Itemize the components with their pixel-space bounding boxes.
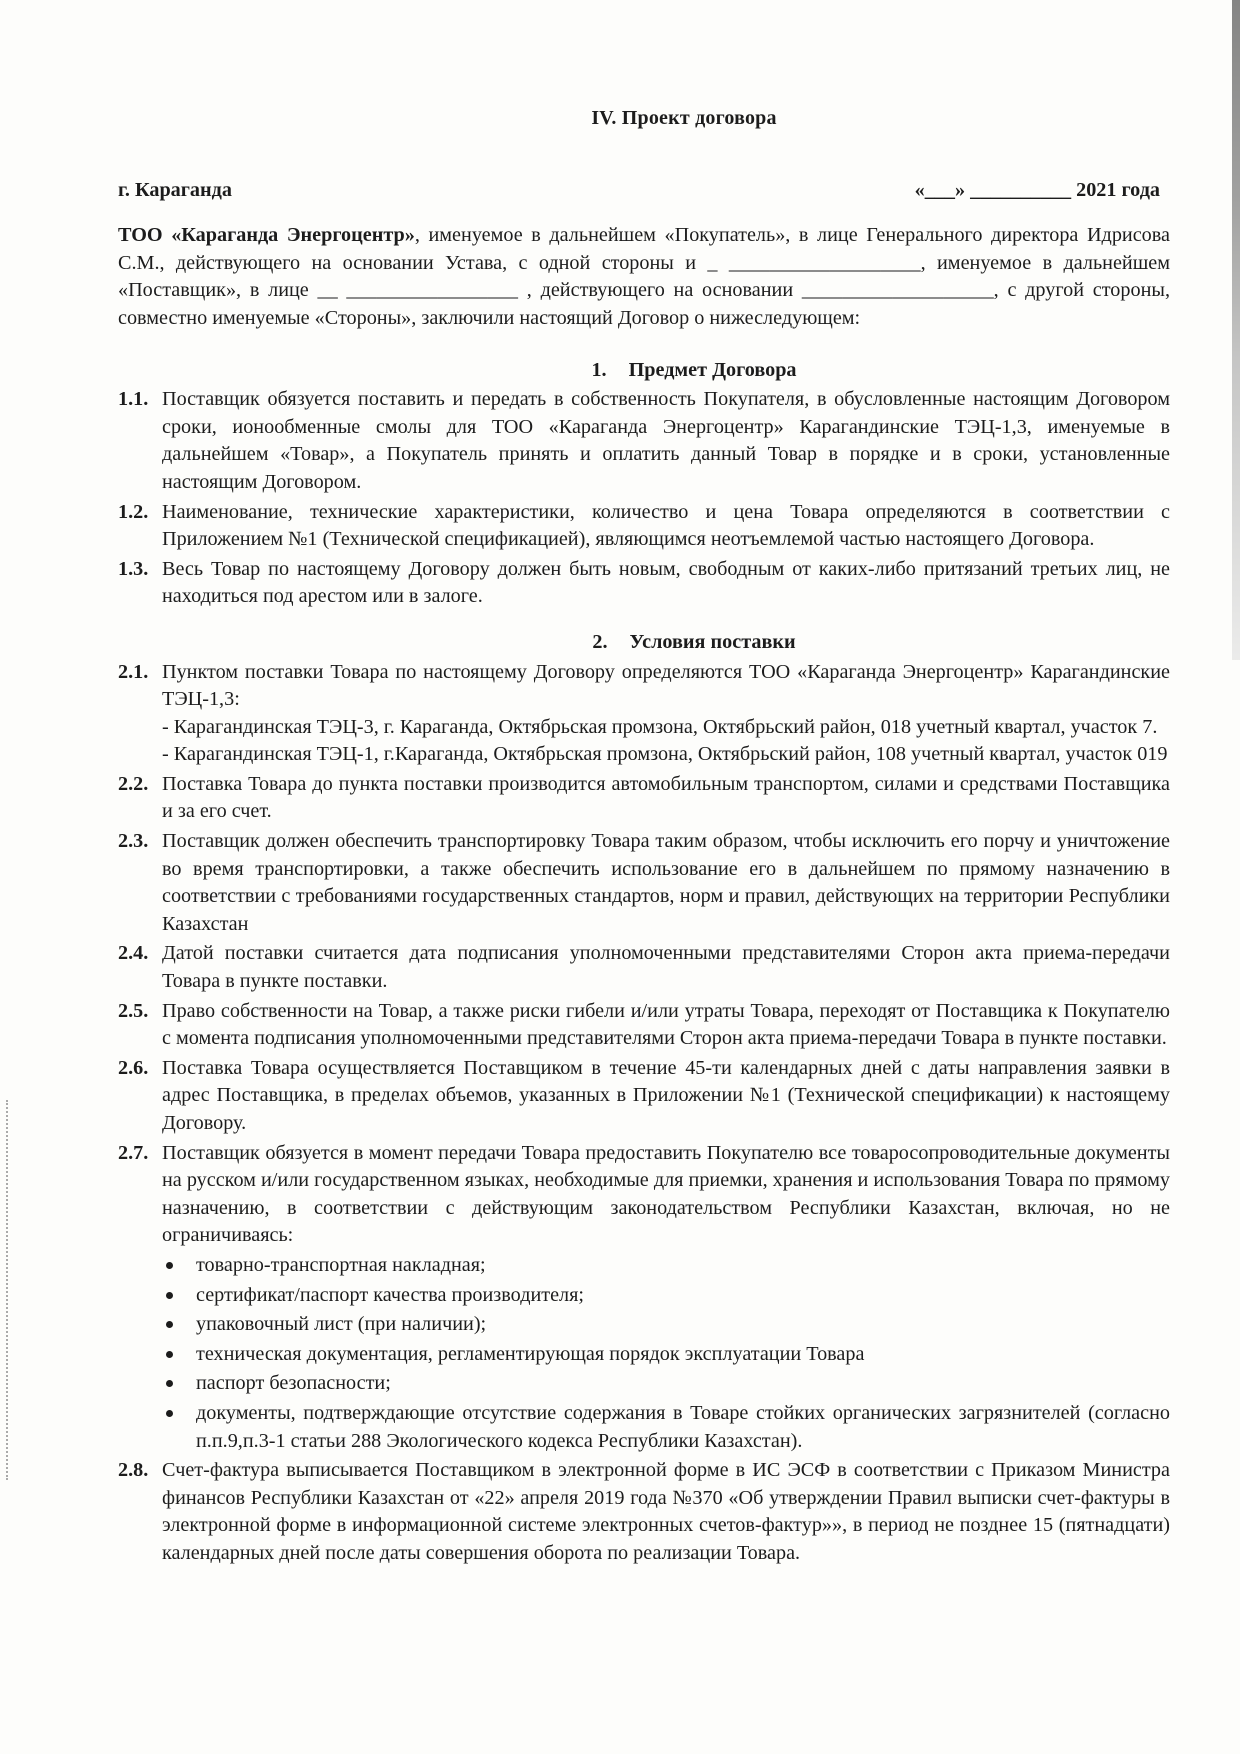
clause-number: 2.7.: [118, 1141, 149, 1164]
bullet-icon: [166, 1262, 173, 1269]
clause: [118, 1055, 1170, 1138]
clause-text: Счет-фактура выписывается Поставщиком в электронной форме в ИС ЭСФ в соответствии с Приказом Министра финансов Республики Казахстан от «22» апреля 2019 года №370 «Об утверждении Правил выписки счет-фактуры в электронной форме в информационной системе электронных счетов-фактур»», в период не позднее 15 (пятнадцати) календарных дней после даты совершения оборота по реализации Товара.: [162, 1459, 1170, 1564]
clause-number: 1.1.: [118, 388, 149, 411]
clause-number: 2.4.: [118, 942, 149, 965]
clause-text: Поставщик обязуется в момент передачи Товара предоставить Покупателю все товаросопроводительные документы на русском и/или государственном языках, необходимые для приемки, хранения и использования Товара по прямому назначению, в соответствии с действующим законодательством Республики Казахстан, включая, но не ограничиваясь:: [162, 1141, 1170, 1247]
clause-number: 2.8.: [118, 1459, 149, 1482]
city-label: г. Караганда: [118, 178, 232, 201]
preamble-text: , именуемое в дальнейшем «Покупатель», в лице Генерального директора Идрисова С.М., действующего на основании Устава, с одной стороны и _ ___________________, именуемое в дальнейшем «Поставщик», в лице __ _________________ , действующего на основании ___________________, с другой стороны, совместно именуемые «Стороны», заключили настоящий Договор о нижеследующем:: [118, 224, 1170, 329]
document-list: [162, 1252, 1170, 1455]
clause-text-block: [162, 659, 1170, 769]
clause-number: 2.5.: [118, 999, 149, 1022]
clause: [118, 1140, 1170, 1456]
delivery-point-item: - Карагандинская ТЭЦ-3, г. Караганда, Октябрьская промзона, Октябрьский район, 018 учетный квартал, участок 7.: [162, 715, 1158, 738]
scan-edge-shadow: [1232, 0, 1240, 660]
list-item: [162, 1341, 1170, 1369]
clause-text: Пунктом поставки Товара по настоящему Договору определяются ТОО «Караганда Энергоцентр» Карагандинские ТЭЦ-1,3:: [162, 660, 1170, 711]
clause: [118, 499, 1170, 554]
list-item: [162, 1400, 1170, 1455]
clause-number: 2.2.: [118, 772, 149, 795]
section-number: 1.: [591, 358, 607, 381]
section-title: Условия поставки: [629, 630, 796, 653]
list-item-text: паспорт безопасности;: [196, 1372, 391, 1395]
date-line: «___» __________ 2021 года: [914, 178, 1160, 201]
clause: [118, 1457, 1170, 1567]
clause: [118, 771, 1170, 826]
clause: [118, 828, 1170, 938]
section-title: Предмет Договора: [628, 358, 797, 381]
clause-text: Право собственности на Товар, а также риски гибели и/или утраты Товара, переходят от Поставщика к Покупателю с момента подписания уполномоченными представителями Сторон акта приема-передачи Товара в пункте поставки.: [162, 999, 1170, 1050]
list-item: [162, 1282, 1170, 1310]
clause-number: 2.1.: [118, 660, 149, 683]
list-item-text: товарно-транспортная накладная;: [196, 1253, 486, 1276]
bullet-icon: [166, 1351, 173, 1358]
section-number: 2.: [592, 630, 608, 653]
city-date-row: [118, 177, 1170, 205]
page-title: IV. Проект договора: [591, 107, 777, 129]
list-item-text: техническая документация, регламентирующая порядок эксплуатации Товара: [196, 1342, 865, 1365]
bullet-icon: [166, 1292, 173, 1299]
clause: [118, 556, 1170, 611]
buyer-company-name: ТОО «Караганда Энергоцентр»: [118, 224, 415, 247]
clause-text: Наименование, технические характеристики, количество и цена Товара определяются в соответствии с Приложением №1 (Технической спецификацией), являющимся неотъемлемой частью настоящего Договора.: [162, 500, 1170, 551]
preamble: [118, 222, 1170, 332]
clause: [118, 386, 1170, 496]
clause-text: Поставщик должен обеспечить транспортировку Товара таким образом, чтобы исключить его порчу и уничтожение во время транспортировки, а также обеспечить использование его в дальнейшем по прямому назначению в соответствии с требованиями государственных стандартов, норм и правил, действующих на территории Республики Казахстан: [162, 830, 1170, 935]
delivery-point-item: - Карагандинская ТЭЦ-1, г.Караганда, Октябрьская промзона, Октябрьский район, 108 учетный квартал, участок 019: [162, 743, 1168, 766]
clause-number: 2.6.: [118, 1056, 149, 1079]
bullet-icon: [166, 1410, 173, 1417]
bullet-icon: [166, 1321, 173, 1328]
list-item-text: сертификат/паспорт качества производителя;: [196, 1283, 585, 1306]
list-item-text: упаковочный лист (при наличии);: [196, 1313, 487, 1336]
list-item-text: документы, подтверждающие отсутствие содержания в Товаре стойких органических загрязнителей (согласно п.п.9,п.3-1 статьи 288 Экологического кодекса Республики Казахстан).: [196, 1401, 1170, 1452]
clause: [118, 659, 1170, 769]
clause-text: Весь Товар по настоящему Договору должен быть новым, свободным от каких-либо притязаний третьих лиц, не находиться под арестом или в залоге.: [162, 557, 1170, 608]
bullet-icon: [166, 1380, 173, 1387]
clause-text: Датой поставки считается дата подписания уполномоченными представителями Сторон акта приема-передачи Товара в пункте поставки.: [162, 942, 1170, 993]
clause-number: 2.3.: [118, 830, 149, 853]
clause: [118, 998, 1170, 1053]
section-heading: [118, 357, 1170, 385]
clause-text: Поставка Товара осуществляется Поставщиком в течение 45-ти календарных дней с даты направления заявки в адрес Поставщика, в пределах объемов, указанных в Приложении №1 (Технической спецификации) к настоящему Договору.: [162, 1056, 1170, 1134]
section-heading: [118, 629, 1170, 657]
list-item: [162, 1252, 1170, 1280]
clause-text: Поставщик обязуется поставить и передать в собственность Покупателя, в обусловленные настоящим Договором сроки, ионообменные смолы для ТОО «Караганда Энергоцентр» Карагандинские ТЭЦ-1,3, именуемые в дальнейшем «Товар», а Покупатель принять и оплатить данный Товар в порядке и в сроки, установленные настоящим Договором.: [162, 388, 1170, 493]
list-item: [162, 1311, 1170, 1339]
clause-text: Поставка Товара до пункта поставки производится автомобильным транспортом, силами и средствами Поставщика и за его счет.: [162, 772, 1170, 823]
clause-number: 1.2.: [118, 500, 149, 523]
clause-text-block: [162, 1140, 1170, 1456]
clause: [118, 940, 1170, 995]
list-item: [162, 1370, 1170, 1398]
contract-page: [118, 105, 1170, 1570]
scan-margin-marks: [6, 1100, 12, 1480]
clause-number: 1.3.: [118, 557, 149, 580]
